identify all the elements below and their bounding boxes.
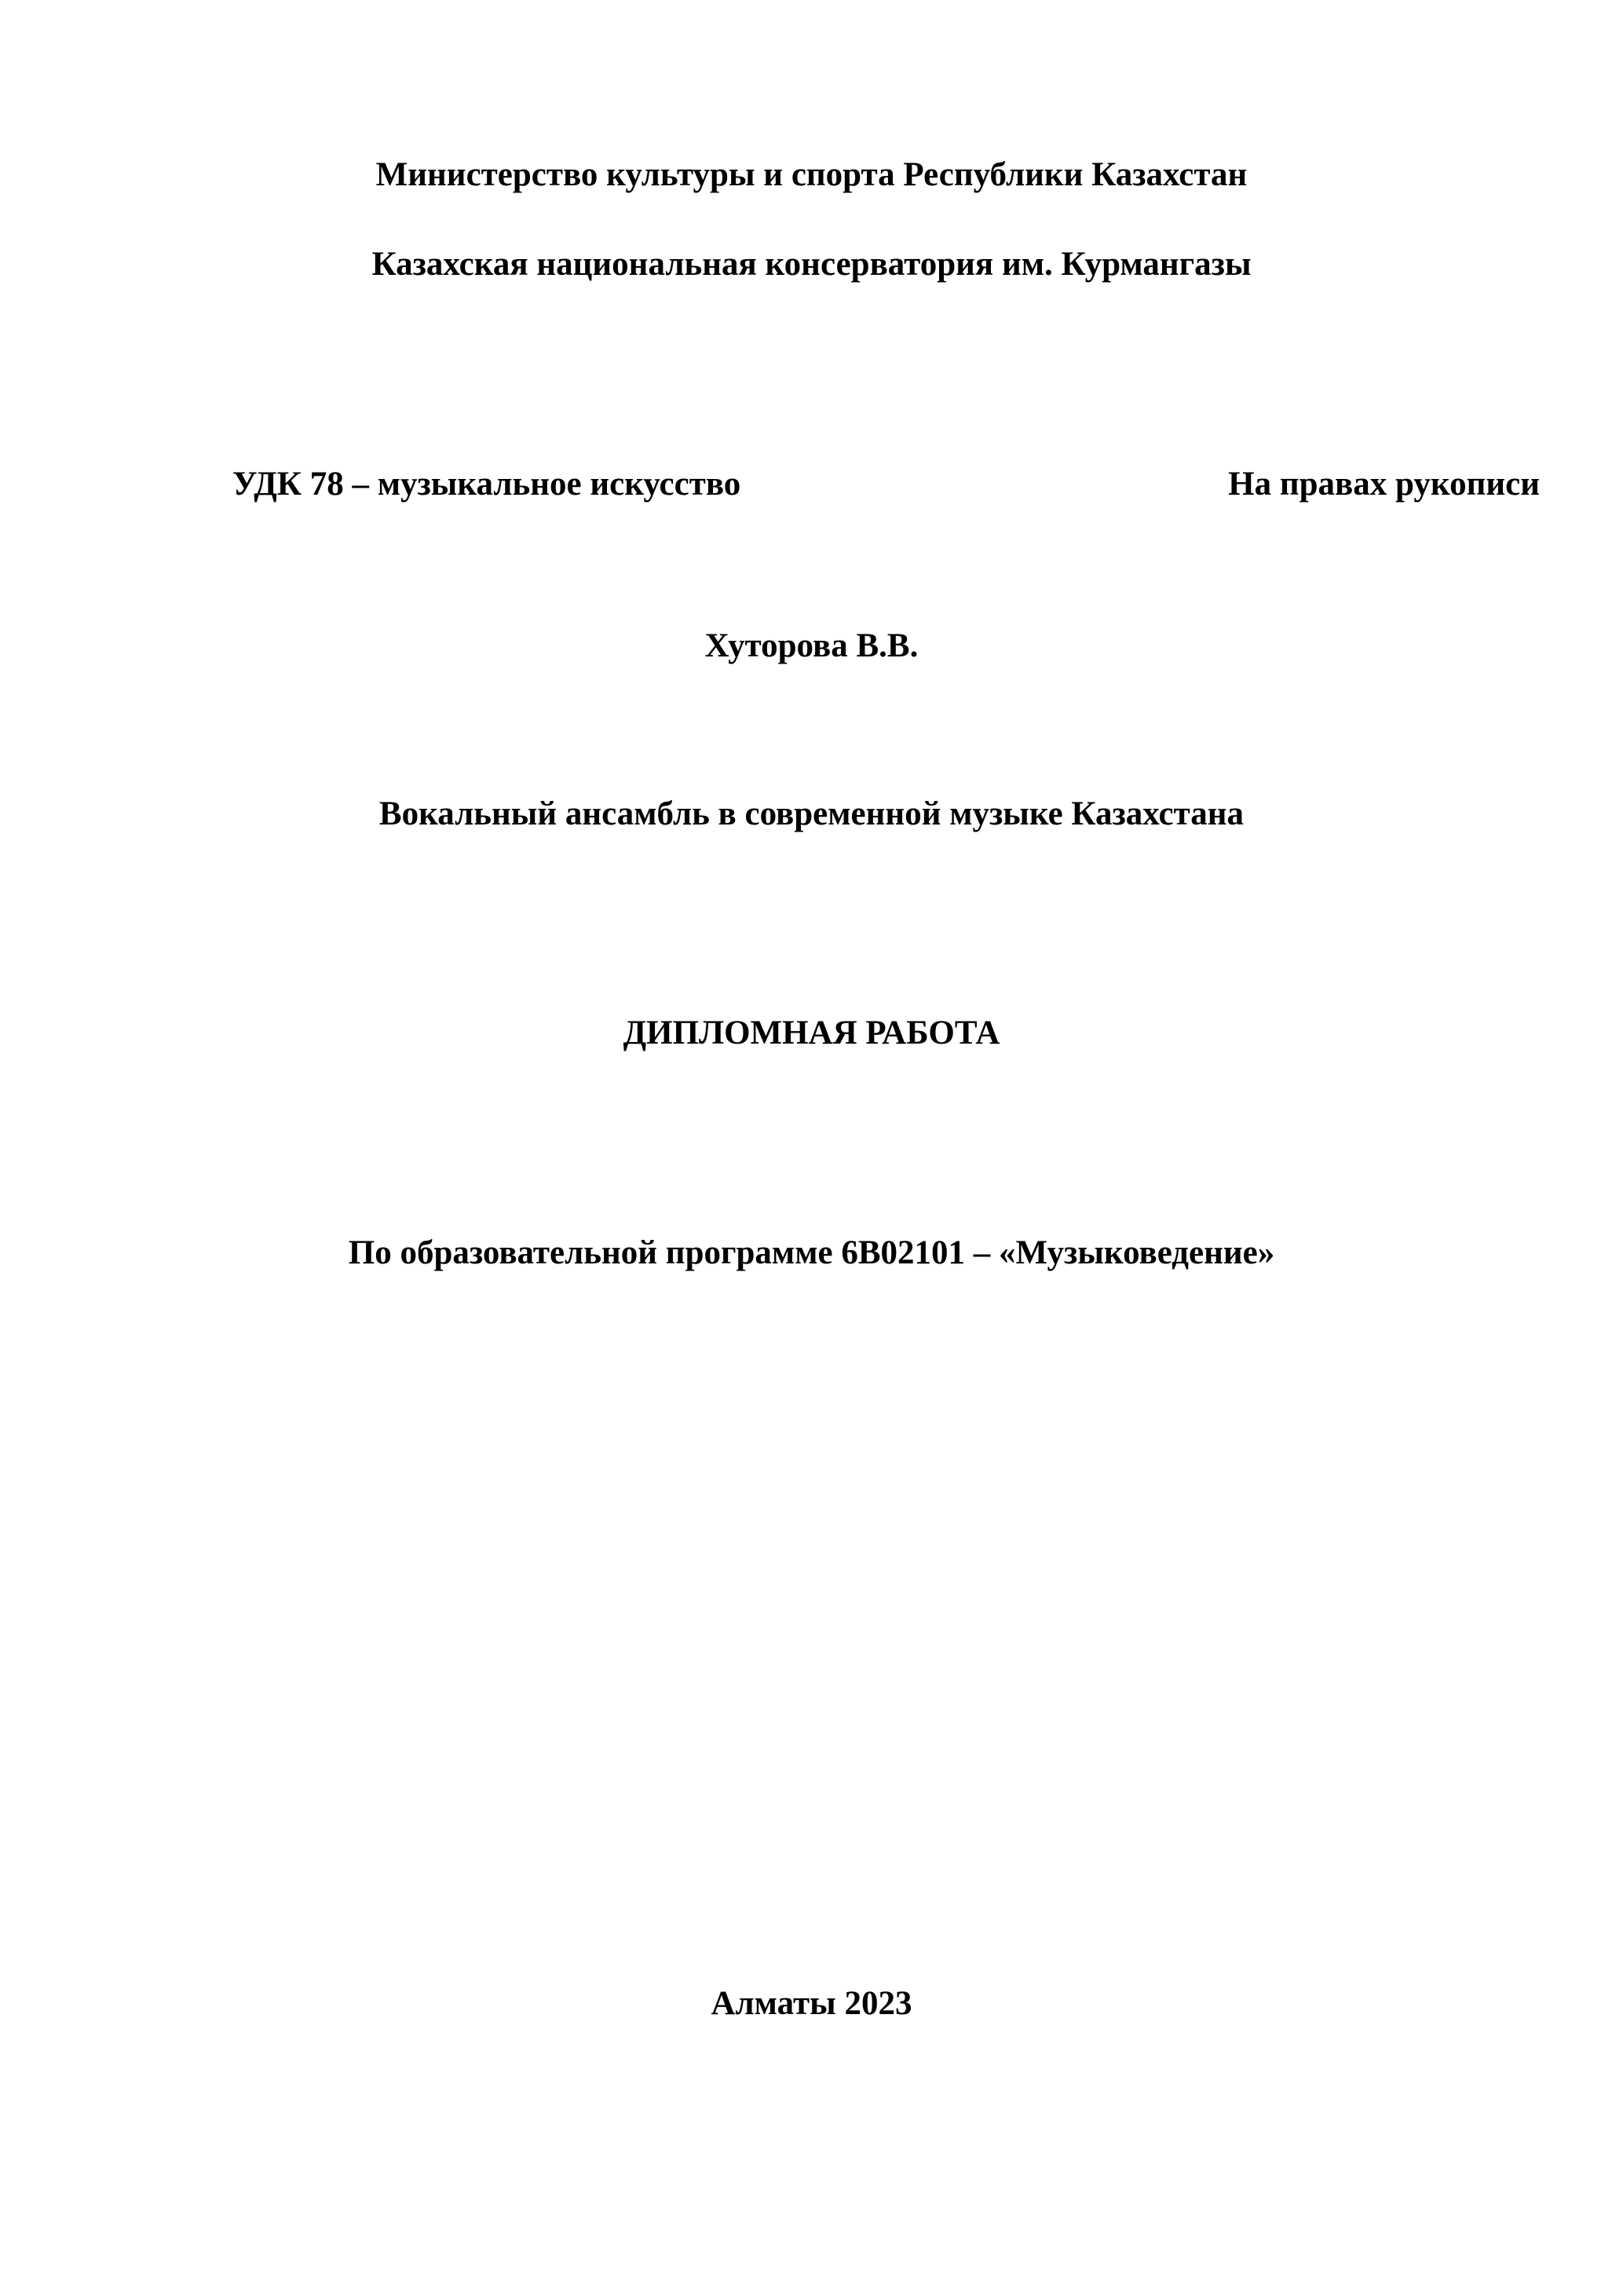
- thesis-title: Вокальный ансамбль в современной музыке Казахстана: [378, 795, 1245, 832]
- institution-heading: Казахская национальная консерватория им. Курмангазы: [371, 246, 1252, 283]
- ministry-heading: Министерство культуры и спорта Республики Казахстан: [375, 156, 1248, 193]
- manuscript-note: На правах рукописи: [1228, 466, 1540, 503]
- document-type: ДИПЛОМНАЯ РАБОТА: [623, 1015, 1000, 1051]
- author-name: Хуторова В.В.: [704, 627, 919, 664]
- program-line: По образовательной программе 6В02101 – «Музыковедение»: [348, 1234, 1275, 1271]
- udc-code: УДК 78 – музыкальное искусство: [232, 466, 741, 503]
- place-year: Алматы 2023: [711, 1985, 912, 2022]
